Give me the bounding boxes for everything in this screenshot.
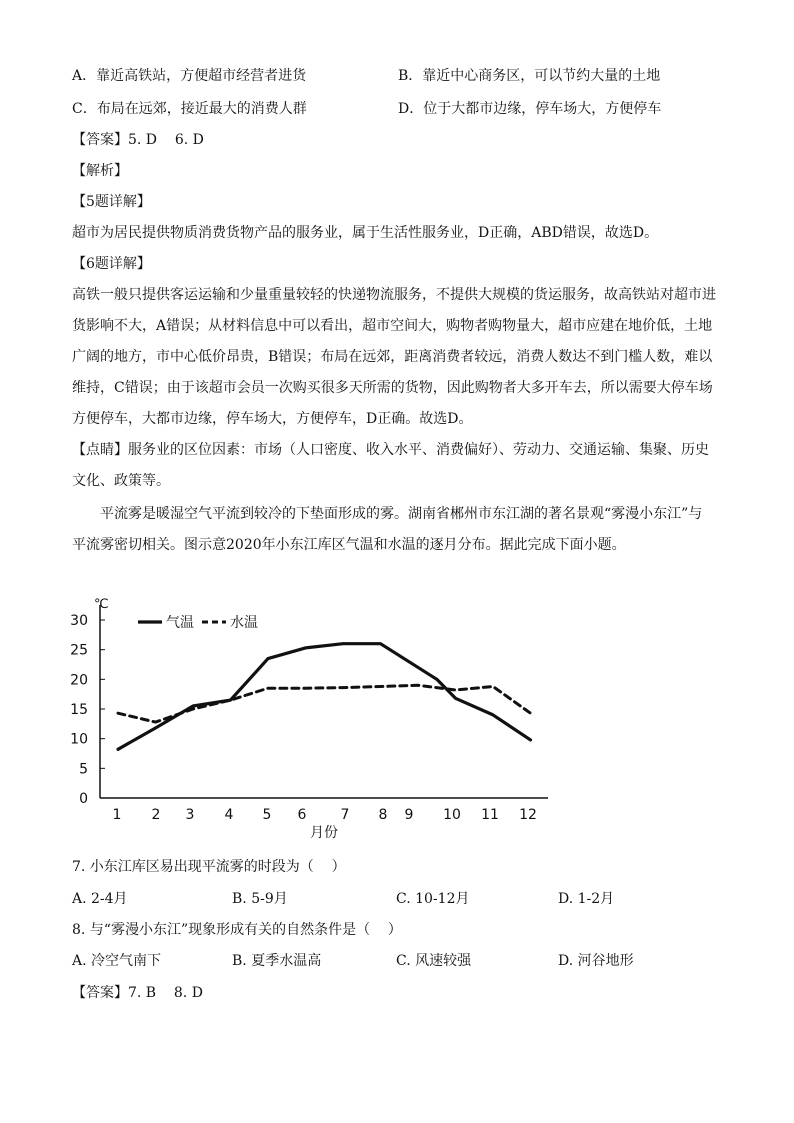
q8-option-d: D. 河谷地形	[558, 953, 634, 969]
x-tick-label: 2	[151, 807, 161, 823]
material-line: 平流雾是暖湿空气平流到较冷的下垫面形成的雾。湖南省郴州市东江湖的著名景观“雾漫小东江”与	[100, 506, 703, 522]
x-tick-label: 3	[185, 807, 195, 823]
q6-line: 广阔的地方，市中心低价昂贵，B错误；布局在远郊，距离消费者较远，消费人数达不到门槛人数，难以	[72, 349, 713, 365]
q6-title: 【6题详解】	[72, 256, 151, 272]
y-tick-label: 5	[79, 761, 88, 778]
x-tick-label: 8	[378, 807, 388, 823]
option-c: C．布局在远郊，接近最大的消费人群	[72, 101, 307, 117]
x-tick-label: 12	[519, 807, 537, 823]
q6-line: 方便停车，大都市边缘，停车场大，方便停车，D正确。故选D。	[72, 411, 473, 427]
x-tick-label: 7	[340, 807, 350, 823]
x-tick-label: 10	[443, 807, 461, 823]
tip-line: 文化、政策等。	[72, 473, 170, 489]
x-tick-label: 5	[262, 807, 272, 823]
q8-option-a: A. 冷空气南下	[72, 953, 162, 969]
q7-stem: 7. 小东江库区易出现平流雾的时段为（ ）	[72, 859, 346, 875]
x-axis-label: 月份	[310, 825, 338, 841]
x-tick-label: 1	[112, 807, 122, 823]
x-tick-label: 6	[297, 807, 307, 823]
q8-stem: 8. 与“雾漫小东江”现象形成有关的自然条件是（ ）	[72, 922, 402, 938]
option-a: A．靠近高铁站，方便超市经营者进货	[72, 68, 307, 84]
y-tick-label: 10	[70, 731, 88, 748]
y-tick-label: 25	[70, 642, 88, 659]
answer-line-1: 【答案】5. D 6. D	[72, 132, 204, 148]
series-line-water-temp	[118, 685, 531, 722]
q8-option-b: B. 夏季水温高	[232, 953, 322, 969]
q7-option-b: B. 5-9月	[232, 891, 288, 907]
material-line: 平流雾密切相关。图示意2020年小东江库区气温和水温的逐月分布。据此完成下面小题。	[72, 537, 626, 553]
option-d: D．位于大都市边缘，停车场大，方便停车	[398, 101, 662, 117]
series-line-air-temp	[118, 644, 531, 750]
legend-label-water-temp: 水温	[230, 615, 258, 631]
x-tick-label: 4	[224, 807, 234, 823]
unit-label: ℃	[94, 597, 109, 612]
q7-option-a: A. 2-4月	[72, 891, 128, 907]
legend-label-air-temp: 气温	[166, 615, 194, 631]
x-tick-label: 11	[481, 807, 499, 823]
y-tick-label: 30	[70, 613, 88, 629]
tip-line: 【点睛】服务业的区位因素：市场（人口密度、收入水平、消费偏好）、劳动力、交通运输、集聚、历史	[72, 442, 709, 458]
y-tick-label: 15	[70, 702, 88, 718]
q5-text: 超市为居民提供物质消费货物产品的服务业，属于生活性服务业，D正确，ABD错误，故选D。	[72, 225, 659, 241]
q8-option-c: C. 风速较强	[396, 953, 472, 969]
q6-line: 高铁一般只提供客运运输和少量重量较轻的快递物流服务，不提供大规模的货运服务，故高铁站对超市进	[72, 287, 716, 303]
y-tick-label: 20	[70, 672, 88, 689]
y-tick-label: 0	[79, 791, 88, 807]
analysis-title: 【解析】	[72, 163, 128, 179]
q5-title: 【5题详解】	[72, 194, 151, 210]
option-b: B．靠近中心商务区，可以节约大量的土地	[398, 68, 661, 84]
q7-option-d: D. 1-2月	[558, 891, 615, 907]
q6-line: 维持，C错误；由于该超市会员一次购买很多天所需的货物，因此购物者大多开车去，所以需要大停车场	[72, 380, 713, 396]
x-tick-label: 9	[404, 807, 414, 823]
q7-option-c: C. 10-12月	[396, 891, 470, 907]
answer-line-2: 【答案】7. B 8. D	[72, 985, 203, 1001]
q6-line: 货影响不大，A错误；从材料信息中可以看出，超市空间大，购物者购物量大，超市应建在地价低，土地	[72, 318, 713, 334]
